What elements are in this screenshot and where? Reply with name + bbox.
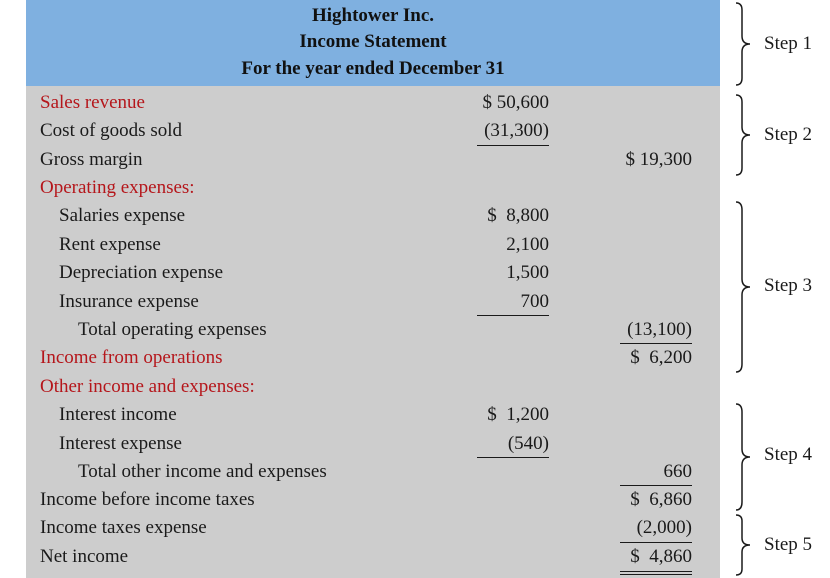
row-label: Cost of goods sold xyxy=(40,120,182,141)
row-operating-expenses-heading xyxy=(26,174,720,202)
row-col1: 1,500 xyxy=(506,262,549,283)
row-label: Income before income taxes xyxy=(40,489,255,510)
statement-period: For the year ended December 31 xyxy=(241,58,505,79)
row-income-before-taxes xyxy=(26,486,720,514)
step-1-label: Step 1 xyxy=(764,33,813,54)
row-col2: 660 xyxy=(663,461,692,482)
step-4-brace xyxy=(732,403,756,511)
row-interest-expense xyxy=(26,430,720,458)
row-label: Sales revenue xyxy=(40,92,145,113)
row-col1: 2,100 xyxy=(506,234,549,255)
row-col2: $ 6,200 xyxy=(630,347,692,368)
row-col1: $ 1,200 xyxy=(487,404,549,425)
row-label: Net income xyxy=(40,546,129,567)
company-name: Hightower Inc. xyxy=(311,5,435,26)
double-underline-top xyxy=(620,571,692,572)
row-depreciation-expense xyxy=(26,259,720,287)
row-income-taxes-expense xyxy=(26,514,720,542)
row-label: Salaries expense xyxy=(59,205,186,226)
row-label: Rent expense xyxy=(59,234,161,255)
row-total-other-income xyxy=(26,458,720,486)
row-label: Total operating expenses xyxy=(78,319,267,340)
row-label: Interest expense xyxy=(59,433,182,454)
row-col1: 700 xyxy=(520,291,549,312)
row-label: Depreciation expense xyxy=(59,262,224,283)
row-col1: (31,300) xyxy=(484,120,549,141)
row-col2: $ 4,860 xyxy=(630,546,692,567)
statement-body xyxy=(26,86,720,578)
row-col2: $ 19,300 xyxy=(625,149,692,170)
row-col1: (540) xyxy=(507,433,549,454)
row-interest-income xyxy=(26,401,720,429)
row-label: Operating expenses: xyxy=(40,177,195,198)
row-col2: (2,000) xyxy=(636,517,692,538)
row-label: Interest income xyxy=(59,404,177,425)
row-col1: $ 8,800 xyxy=(487,205,549,226)
step-2-brace xyxy=(732,94,756,176)
row-income-from-operations xyxy=(26,344,720,372)
row-label: Income taxes expense xyxy=(40,517,207,538)
row-label: Insurance expense xyxy=(59,291,199,312)
double-underline-bottom xyxy=(620,574,692,575)
row-label: Other income and expenses: xyxy=(40,376,255,397)
row-label: Income from operations xyxy=(40,347,223,368)
step-5-brace xyxy=(732,514,756,576)
row-other-income-heading xyxy=(26,373,720,401)
step-5-label: Step 5 xyxy=(764,534,813,555)
row-sales-revenue xyxy=(26,89,720,117)
row-salaries-expense xyxy=(26,202,720,230)
statement-title: Income Statement xyxy=(299,31,447,52)
step-4-label: Step 4 xyxy=(764,444,813,465)
step-3-brace xyxy=(732,201,756,373)
step-3-label: Step 3 xyxy=(764,275,813,296)
row-cost-of-goods-sold xyxy=(26,117,720,145)
row-total-operating-expenses xyxy=(26,316,720,344)
step-1-brace xyxy=(732,2,756,86)
row-label: Total other income and expenses xyxy=(78,461,327,482)
row-col1: $ 50,600 xyxy=(482,92,549,113)
row-insurance-expense xyxy=(26,288,720,316)
row-rent-expense xyxy=(26,231,720,259)
step-2-label: Step 2 xyxy=(764,124,813,145)
row-label: Gross margin xyxy=(40,149,143,170)
row-gross-margin xyxy=(26,146,720,174)
row-net-income xyxy=(26,543,720,571)
row-col2: $ 6,860 xyxy=(630,489,692,510)
statement-header xyxy=(26,0,720,86)
row-col2: (13,100) xyxy=(627,319,692,340)
